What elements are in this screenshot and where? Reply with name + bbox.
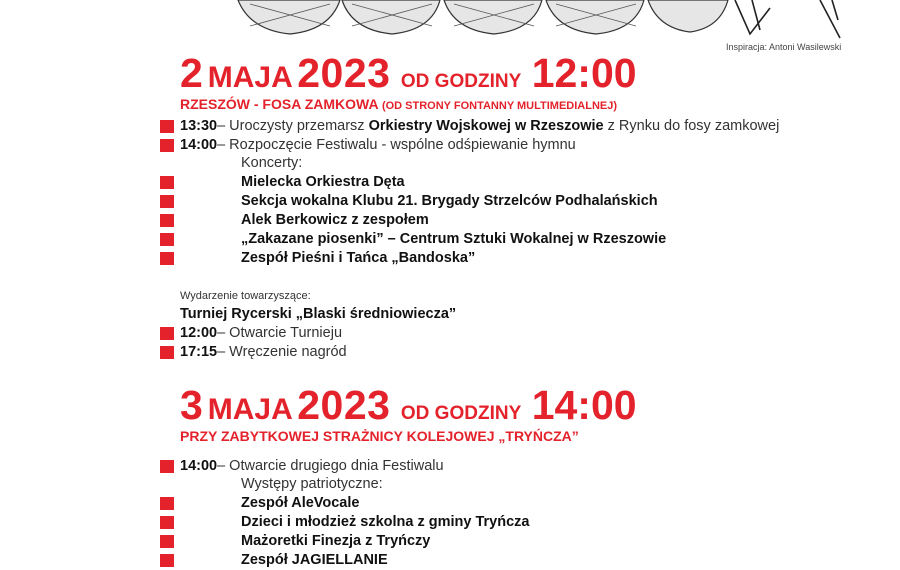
day2-date-month: MAJA [207, 393, 293, 426]
side-event-title: Turniej Rycerski „Blaski średniowiecza” [180, 306, 457, 322]
day1-date-year: 2023 [297, 50, 391, 96]
day1-from-label: OD GODZINY [400, 71, 522, 92]
performance-item: Zespół JAGIELLANIE [241, 552, 388, 568]
day1-heading [180, 50, 637, 97]
row-text: – Rozpoczęcie Festiwalu - wspólne odśpiewanie hymnu [217, 137, 576, 153]
day1-location [180, 96, 617, 112]
time-label: 17:15 [180, 344, 218, 360]
bullet-square [160, 120, 174, 133]
day2-perf-label: Występy patriotyczne: [241, 476, 383, 492]
bullet-square [160, 327, 174, 340]
day1-row-opening [180, 136, 576, 154]
drummers-illustration [0, 0, 900, 42]
day1-row-parade [180, 117, 779, 135]
row-text: – Otwarcie Turnieju [217, 325, 343, 341]
bullet-square [160, 554, 174, 567]
bullet-square [160, 176, 174, 189]
bullet-square [160, 460, 174, 473]
row-text: z Rynku do fosy zamkowej [603, 118, 780, 134]
concert-item: „Zakazane piosenki” – Centrum Sztuki Wokalnej w Rzeszowie [241, 231, 667, 247]
day1-location-note: (OD STRONY FONTANNY MULTIMEDIALNEJ) [381, 100, 618, 112]
day1-date-month: MAJA [207, 61, 293, 94]
concert-item: Alek Berkowicz z zespołem [241, 212, 429, 228]
day2-date-year: 2023 [297, 382, 391, 428]
bullet-square [160, 535, 174, 548]
time-label: 14:00 [180, 458, 218, 474]
bullet-square [160, 516, 174, 529]
time-label: 14:00 [180, 137, 218, 153]
concert-item: Zespół Pieśni i Tańca „Bandoska” [241, 250, 476, 266]
performance-item: Zespół AleVocale [241, 495, 360, 511]
row-bold-text: Orkiestry Wojskowej w Rzeszowie [368, 118, 604, 134]
day1-date-day: 2 [180, 50, 204, 96]
day1-location-name: RZESZÓW - FOSA ZAMKOWA [180, 96, 379, 112]
day1-time: 12:00 [531, 50, 637, 96]
side-event-label: Wydarzenie towarzyszące: [180, 290, 311, 302]
bullet-square [160, 252, 174, 265]
day2-location: PRZY ZABYTKOWEJ STRAŻNICY KOLEJOWEJ „TRYŃCZA” [180, 428, 579, 444]
illustration-credit: Inspiracja: Antoni Wasilewski [726, 42, 842, 52]
time-label: 12:00 [180, 325, 218, 341]
day2-heading [180, 382, 637, 429]
row-text: – Wręczenie nagród [217, 344, 347, 360]
concert-item: Mielecka Orkiestra Dęta [241, 174, 405, 190]
bullet-square [160, 195, 174, 208]
side-row-opening [180, 324, 342, 342]
row-text: – Otwarcie drugiego dnia Festiwalu [217, 458, 444, 474]
side-row-awards [180, 343, 347, 361]
bullet-square [160, 346, 174, 359]
bullet-square [160, 214, 174, 227]
performance-item: Mażoretki Finezja z Tryńczy [241, 533, 431, 549]
concert-item: Sekcja wokalna Klubu 21. Brygady Strzelców Podhalańskich [241, 193, 658, 209]
time-label: 13:30 [180, 118, 218, 134]
day2-time: 14:00 [531, 382, 637, 428]
day2-row-opening [180, 457, 444, 475]
day2-from-label: OD GODZINY [400, 403, 522, 424]
performance-item: Dzieci i młodzież szkolna z gminy Tryńcza [241, 514, 530, 530]
bullet-square [160, 233, 174, 246]
row-text: – Uroczysty przemarsz [217, 118, 369, 134]
bullet-square [160, 139, 174, 152]
day2-date-day: 3 [180, 382, 204, 428]
day1-concerts-label: Koncerty: [241, 155, 303, 171]
bullet-square [160, 497, 174, 510]
